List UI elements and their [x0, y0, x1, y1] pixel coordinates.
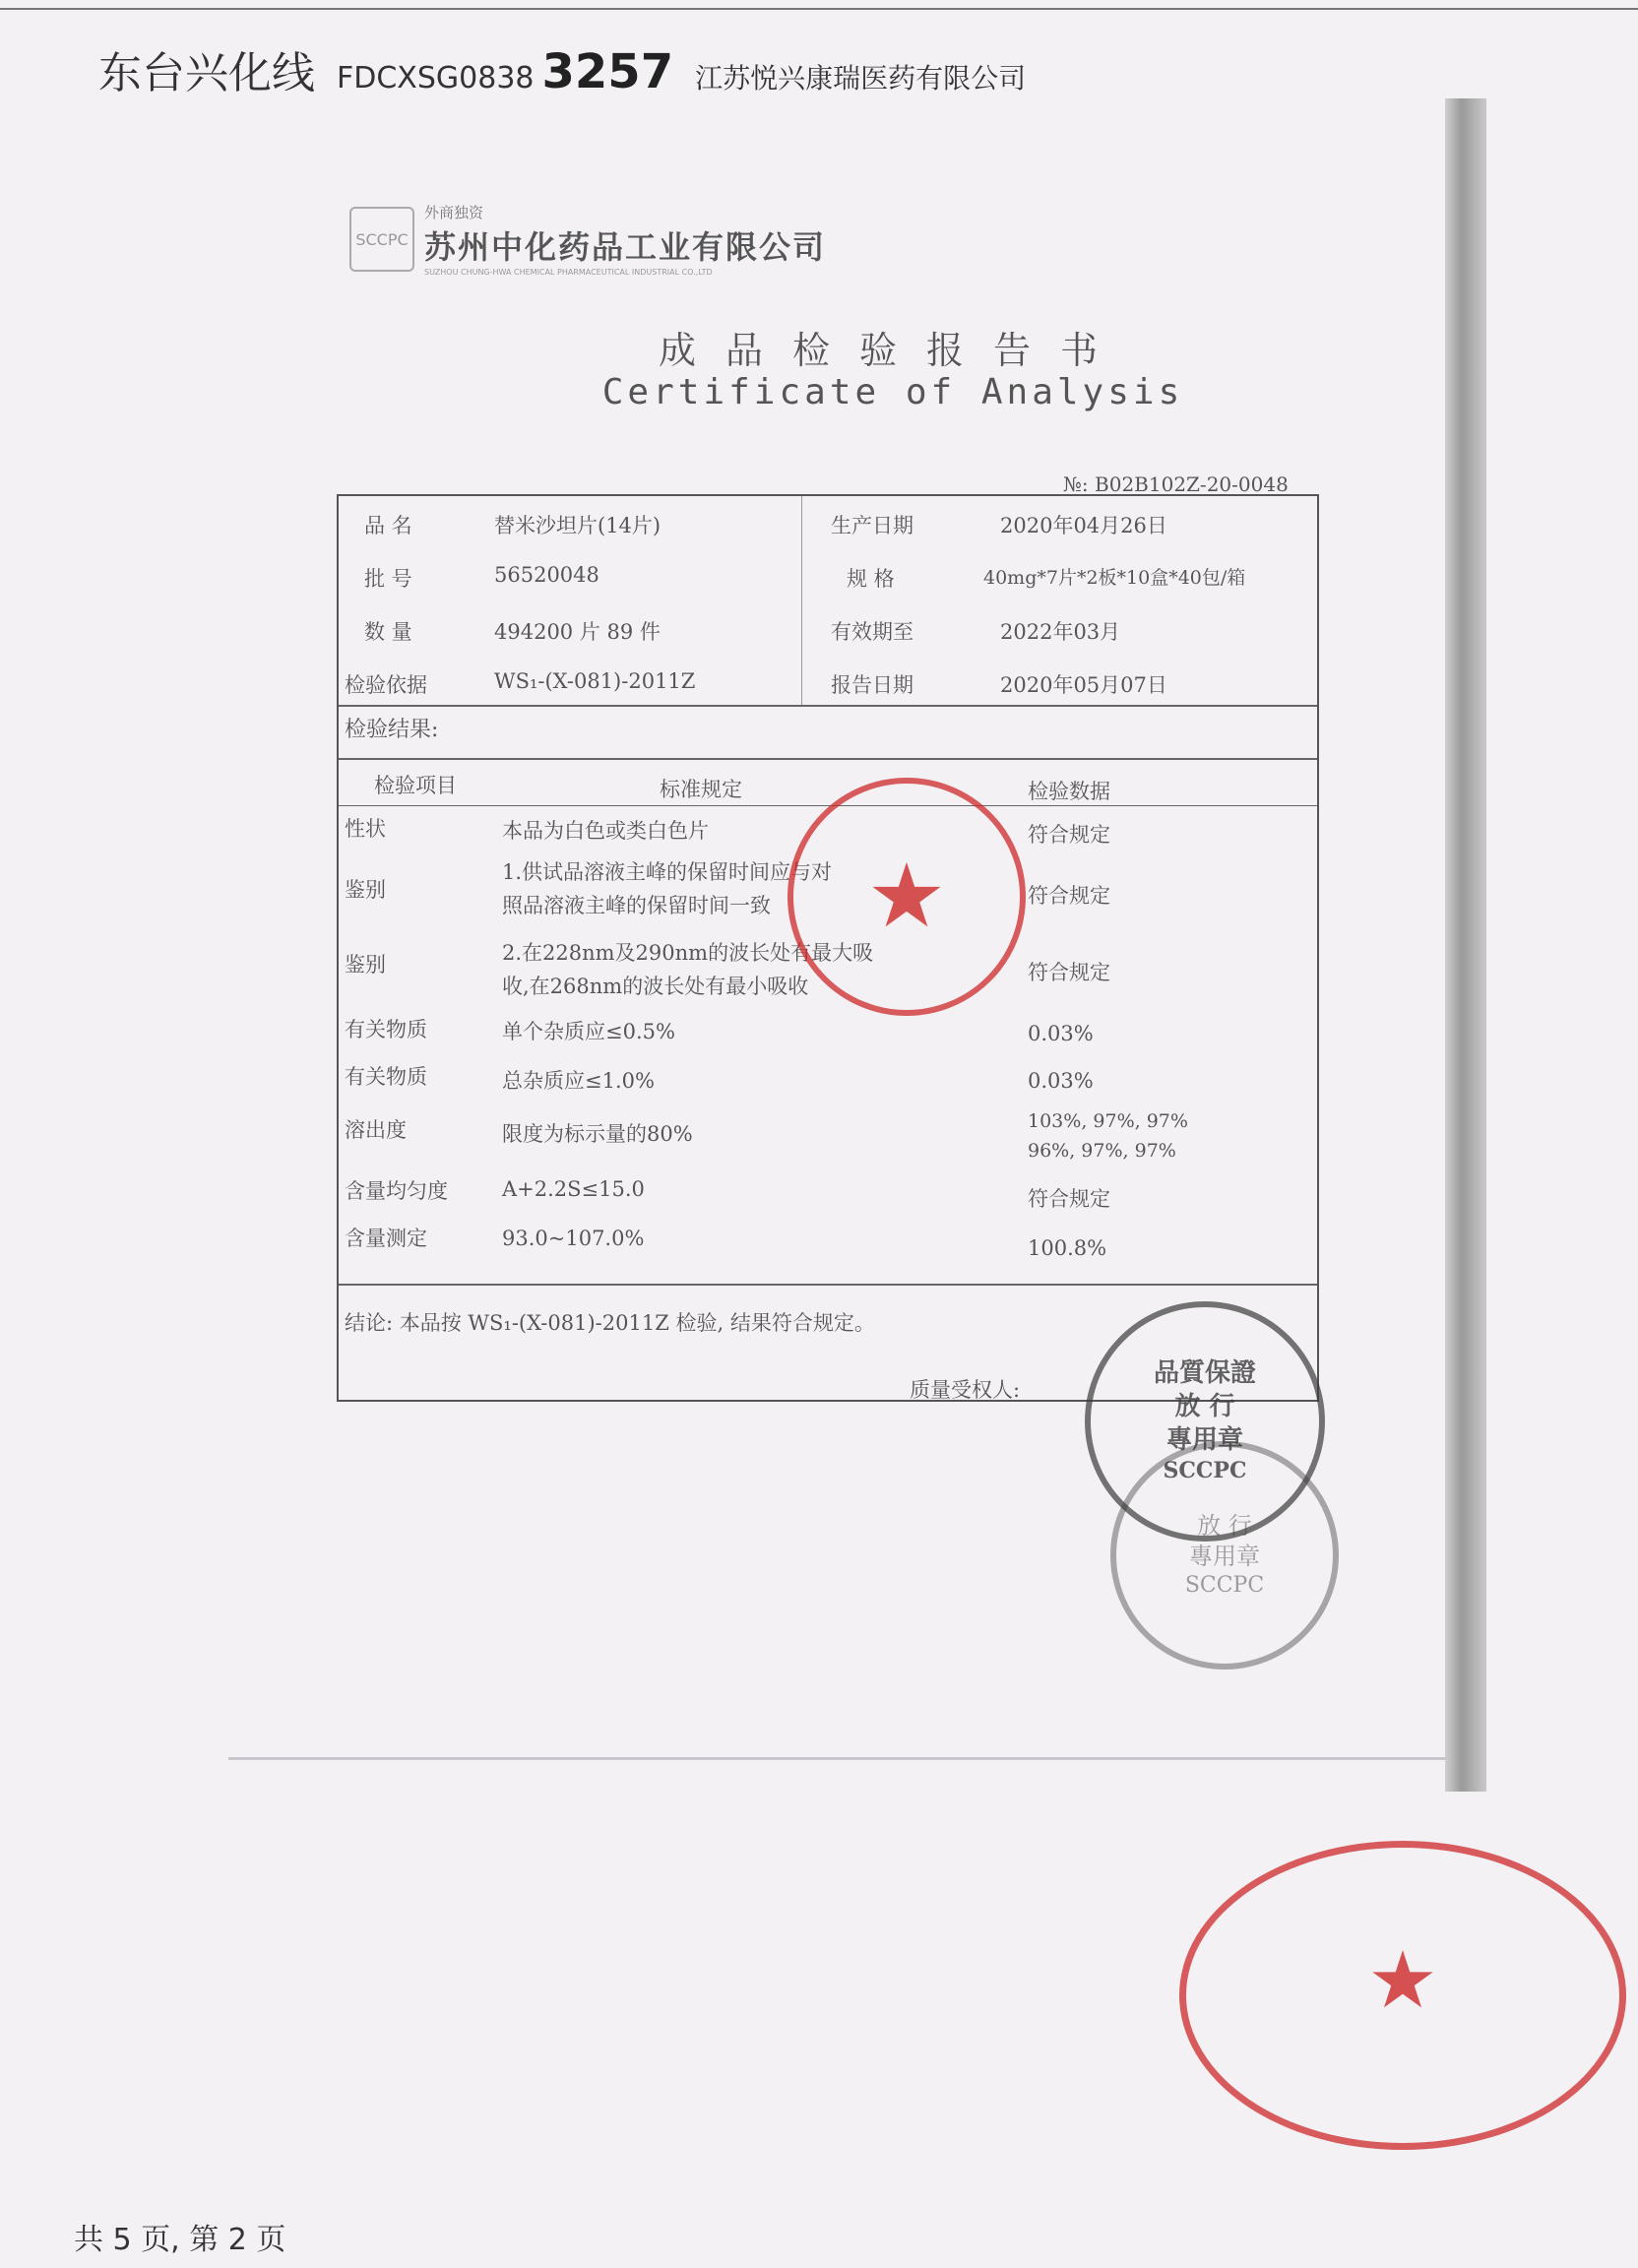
- row-data: 103%, 97%, 97%: [1028, 1110, 1188, 1132]
- stamp-bottom-text: SCCPC: [1163, 1458, 1247, 1484]
- row-data: 符合规定: [1028, 961, 1110, 984]
- row-data: 96%, 97%, 97%: [1028, 1140, 1176, 1162]
- star-icon: ★: [866, 845, 947, 948]
- row-item: 含量测定: [345, 1227, 427, 1250]
- row-spec: 限度为标示量的80%: [502, 1122, 693, 1146]
- stamp-bottom-text: SCCPC: [1184, 1572, 1265, 1598]
- row-item: 鉴别: [345, 953, 386, 976]
- info-rule: [339, 705, 1317, 707]
- conclusion: 结论: 本品按 WS₁-(X-081)-2011Z 检验, 结果符合规定。: [345, 1311, 875, 1335]
- top-rule: [0, 8, 1638, 10]
- certificate-number: №: B02B102Z-20-0048: [1063, 472, 1289, 496]
- info-divider: [801, 496, 802, 705]
- logo-subtitle: 外商独资: [424, 204, 484, 221]
- row-spec: 单个杂质应≤0.5%: [502, 1020, 675, 1043]
- stamp-line-2: 放 行: [1174, 1391, 1235, 1421]
- row-spec: A+2.2S≤15.0: [502, 1177, 645, 1201]
- authorized-person-label: 质量受权人:: [910, 1378, 1021, 1402]
- document-number: 3257: [541, 44, 674, 99]
- col-test-data: 检验数据: [1028, 780, 1110, 803]
- logo-company-name: 苏州中化药品工业有限公司: [424, 228, 827, 266]
- label-batch: 批 号: [364, 567, 412, 591]
- row-data: 符合规定: [1028, 1187, 1110, 1211]
- row-item: 鉴别: [345, 878, 386, 902]
- row-spec: 2.在228nm及290nm的波长处有最大吸: [502, 941, 874, 965]
- stamp-line-3: 專用章: [1166, 1424, 1243, 1455]
- label-quantity: 数 量: [364, 620, 412, 644]
- row-spec: 总杂质应≤1.0%: [502, 1069, 655, 1093]
- row-item: 性状: [345, 817, 386, 841]
- label-test-basis: 检验依据: [345, 673, 427, 697]
- stamp-line-3: 專用章: [1189, 1542, 1260, 1570]
- results-label: 检验结果:: [345, 718, 439, 742]
- title-chinese: 成品检验报告书: [658, 329, 1127, 372]
- value-report-date: 2020年05月07日: [1000, 673, 1167, 697]
- row-item: 有关物质: [345, 1065, 427, 1089]
- row-spec: 收,在268nm的波长处有最小吸收: [502, 975, 809, 998]
- row-spec: 93.0~107.0%: [502, 1227, 645, 1250]
- value-product-name: 替米沙坦片(14片): [494, 514, 662, 537]
- value-expiry: 2022年03月: [1000, 620, 1121, 644]
- row-data: 100.8%: [1028, 1236, 1107, 1260]
- row-data: 0.03%: [1028, 1022, 1094, 1045]
- label-spec: 规 格: [847, 567, 895, 591]
- row-spec: 1.供试品溶液主峰的保留时间应与对: [502, 860, 833, 884]
- value-test-basis: WS₁-(X-081)-2011Z: [494, 669, 696, 693]
- row-item: 含量均匀度: [345, 1179, 448, 1203]
- page-bottom-edge: [228, 1757, 1449, 1760]
- value-production-date: 2020年04月26日: [1000, 514, 1167, 537]
- row-data: 符合规定: [1028, 823, 1110, 847]
- row-data: 0.03%: [1028, 1069, 1094, 1093]
- distributor-seal-stamp: [1179, 1841, 1626, 2150]
- table-top-rule: [339, 758, 1317, 760]
- label-production-date: 生产日期: [831, 514, 914, 537]
- sccpc-logo-icon: SCCPC: [349, 207, 414, 272]
- conclusion-rule: [339, 1284, 1317, 1286]
- label-product-name: 品 名: [364, 514, 412, 537]
- star-icon: ★: [1367, 1934, 1438, 2026]
- company-logo: [349, 202, 826, 277]
- logo-english-name: SUZHOU CHUNG-HWA CHEMICAL PHARMACEUTICAL INDUSTRIAL CO.,LTD: [424, 268, 713, 277]
- label-report-date: 报告日期: [831, 673, 914, 697]
- page-counter: 共 5 页, 第 2 页: [74, 2223, 286, 2257]
- stamp-line-2: 放 行: [1197, 1511, 1252, 1540]
- label-expiry: 有效期至: [831, 620, 914, 644]
- col-test-item: 检验项目: [374, 774, 457, 797]
- value-spec: 40mg*7片*2板*10盒*40包/箱: [983, 567, 1246, 589]
- row-data: 符合规定: [1028, 884, 1110, 908]
- fax-header: [98, 37, 1026, 100]
- company-seal-stamp: [788, 778, 1026, 1016]
- route-label: 东台兴化线: [98, 48, 315, 98]
- recipient-company: 江苏悦兴康瑞医药有限公司: [695, 62, 1027, 94]
- row-spec: 照品溶液主峰的保留时间一致: [502, 894, 771, 917]
- row-item: 溶出度: [345, 1118, 407, 1142]
- title-english: Certificate of Analysis: [601, 372, 1184, 412]
- col-standard: 标准规定: [660, 778, 742, 801]
- value-batch: 56520048: [494, 563, 599, 587]
- row-spec: 本品为白色或类白色片: [502, 819, 709, 843]
- value-quantity: 494200 片 89 件: [494, 620, 661, 644]
- stamp-line-1: 品質保證: [1153, 1358, 1256, 1388]
- document-code: FDCXSG0838: [337, 61, 535, 95]
- row-item: 有关物质: [345, 1018, 427, 1041]
- quality-release-stamp-faint: [1110, 1441, 1339, 1670]
